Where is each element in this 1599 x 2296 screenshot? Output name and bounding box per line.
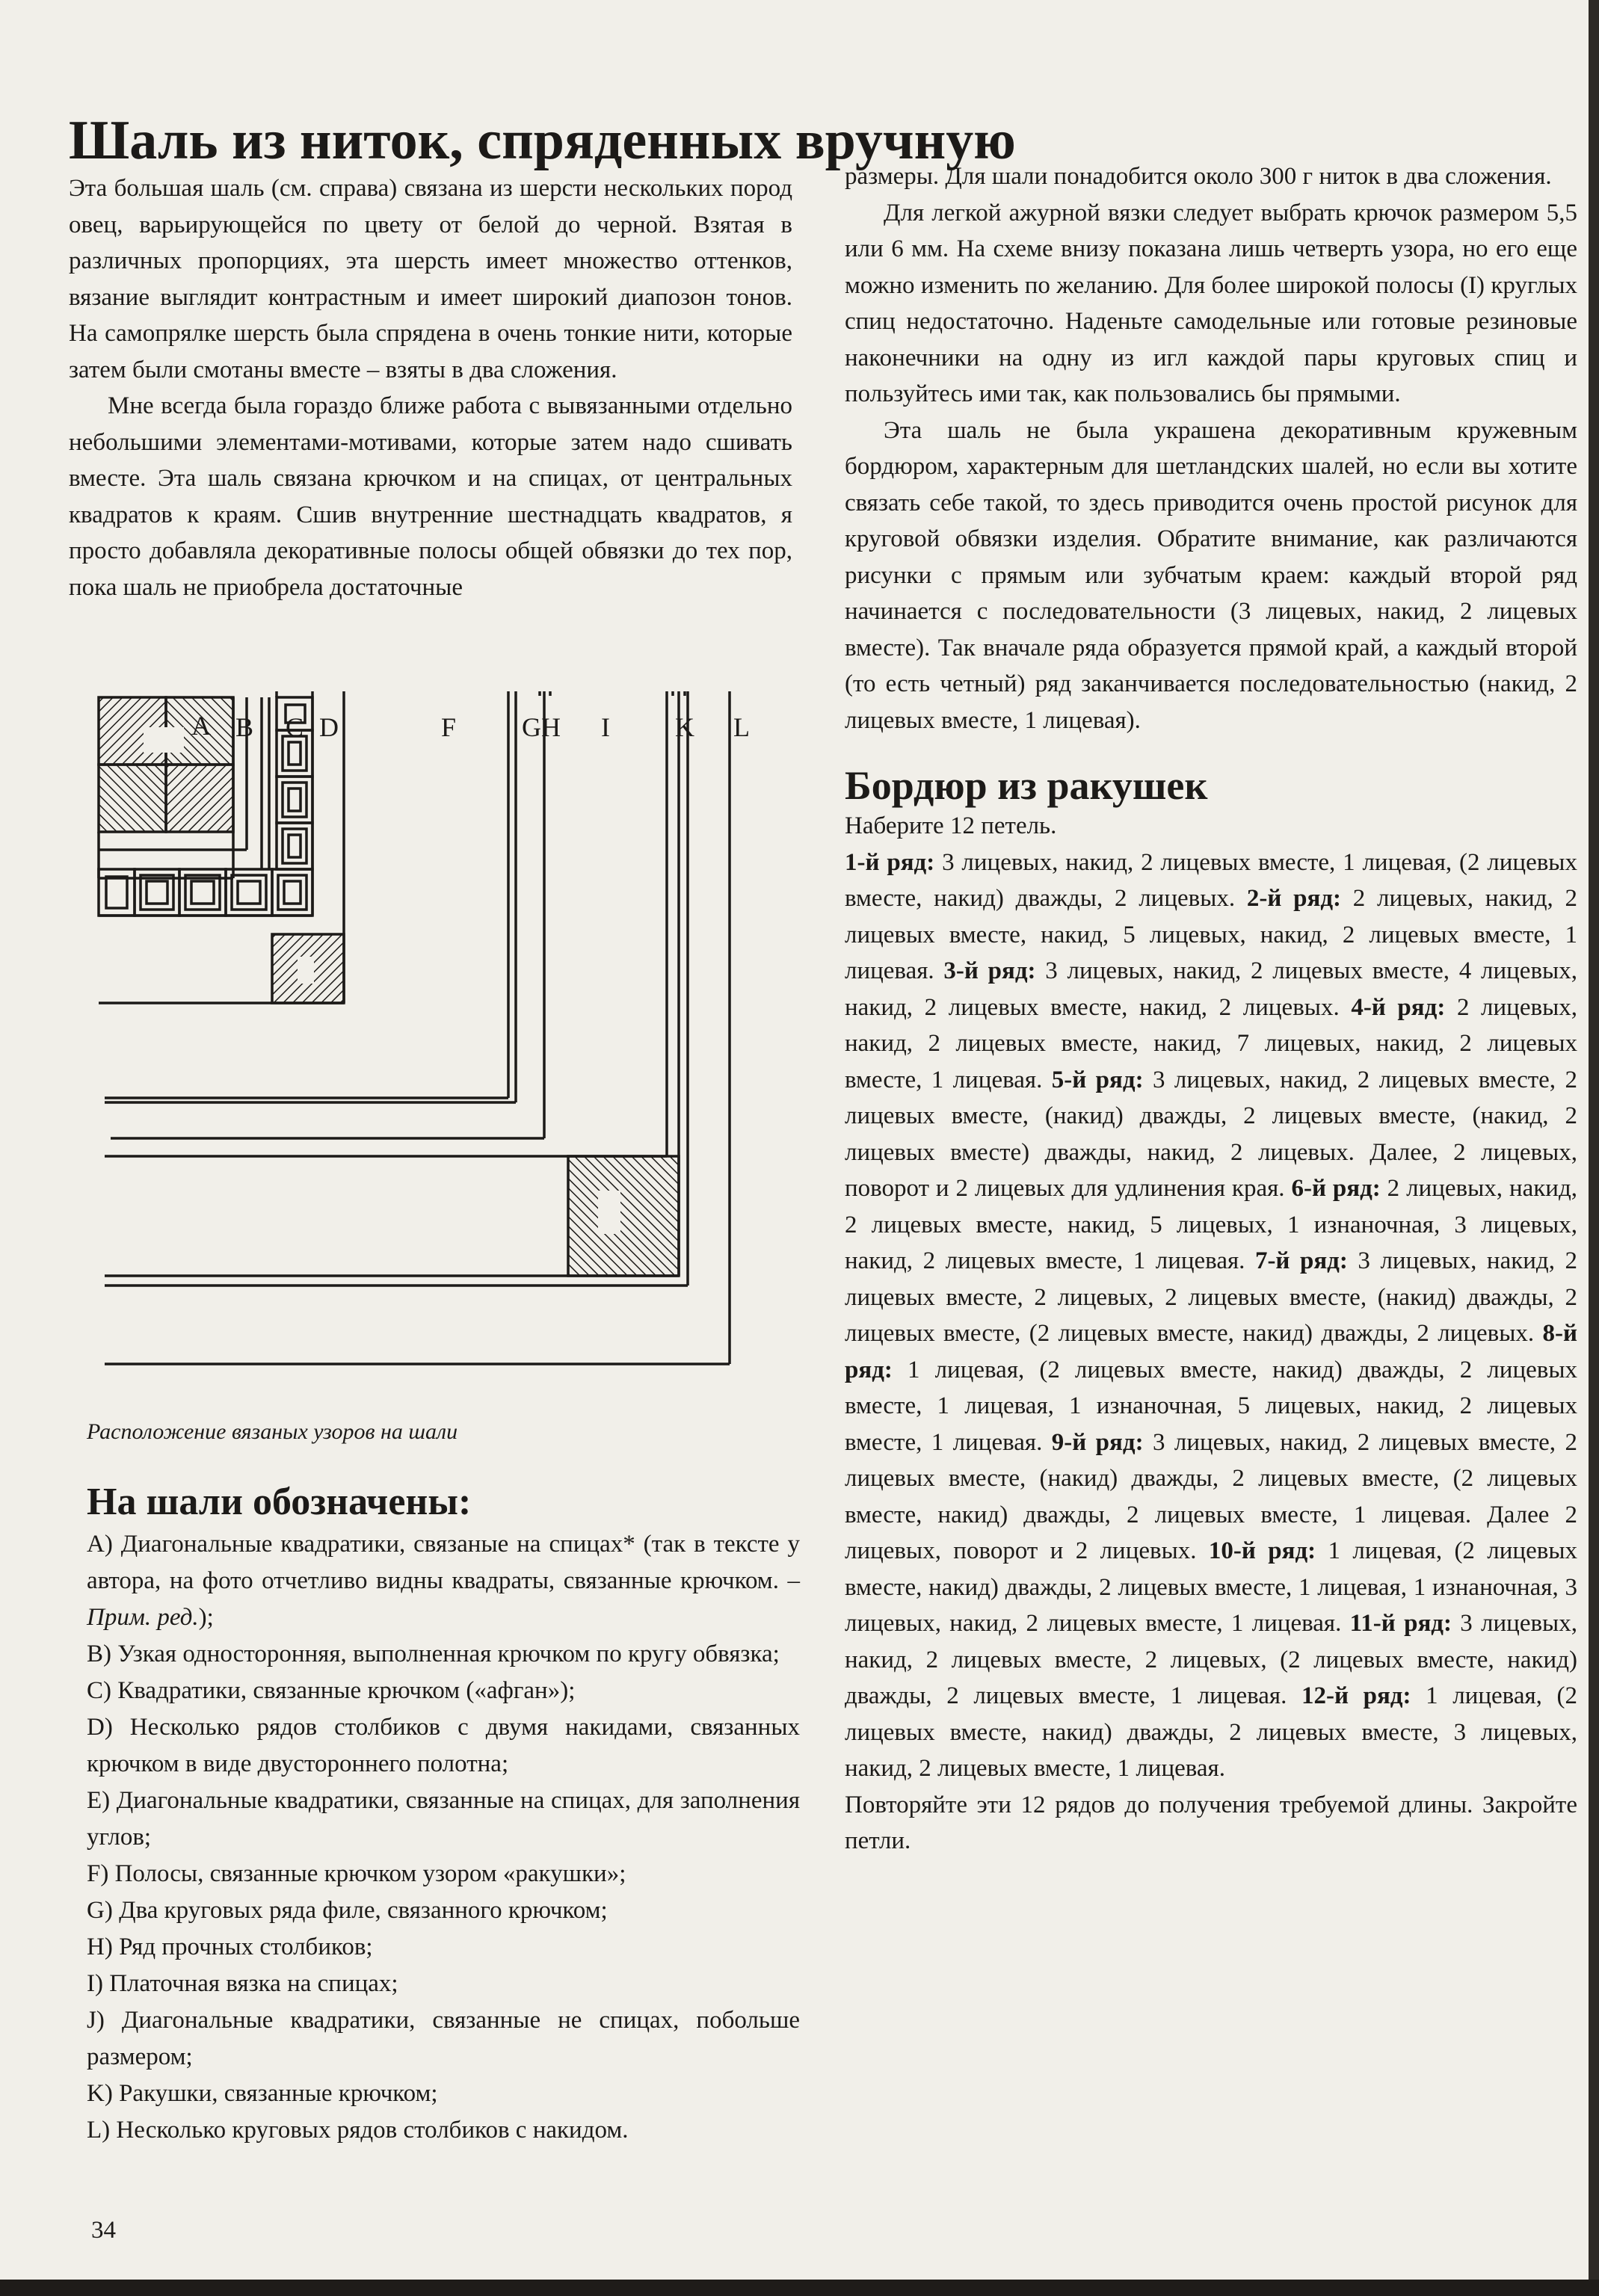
label-k: K xyxy=(675,712,694,742)
label-a: A xyxy=(191,711,211,741)
legend-title: На шали обозначены: xyxy=(87,1481,472,1523)
legend-item-f: F) Полосы, связанные крючком узором «ракушки»; xyxy=(87,1860,626,1887)
legend-item-b: B) Узкая односторонняя, выполненная крючком по кругу обвязка; xyxy=(87,1640,780,1667)
legend-item-h: H) Ряд прочных столбиков; xyxy=(87,1933,373,1960)
square-a4 xyxy=(166,765,233,832)
label-b: B xyxy=(235,712,254,742)
label-c: C xyxy=(285,712,304,742)
square-a3 xyxy=(99,765,166,832)
label-l: L xyxy=(733,712,750,742)
legend-item-d: D) Несколько рядов столбиков с двумя накидами, связанных крючком в виде двустороннего полотна; xyxy=(87,1713,800,1777)
legend-item-j: J) Диагональные квадратики, связанные не спицах, побольше размером; xyxy=(87,2006,800,2070)
shawl-layout-diagram xyxy=(90,691,792,1409)
label-gh: GH xyxy=(522,712,561,742)
legend-item-a: A) Диагональные квадратики, связаные на спицах* (так в тексте у автора, на фото отчетливо видны квадраты, связанные крючком. – Прим. ред.); xyxy=(87,1530,800,1631)
scan-bottom-edge xyxy=(0,2280,1599,2296)
page-edge xyxy=(1589,0,1599,2296)
border-title: Бордюр из ракушек xyxy=(845,763,1208,808)
label-i: I xyxy=(601,712,610,742)
diagram-svg xyxy=(90,691,792,1409)
legend-list xyxy=(87,1526,800,2149)
legend xyxy=(87,1480,800,2149)
intro-paragraph-2: Мне всегда была гораздо ближе работа с вывязанными отдельно небольшими элементами-мотивами, которые затем надо сшивать вместе. Эта шаль связана крючком и на спицах, от центральных квадратов к краям. Сшив внутренние шестнадцать квадратов, я просто добавляла декоративные полосы общей обвязки до тех пор, пока шаль не приобрела достаточные xyxy=(69,392,792,601)
legend-item-c: C) Квадратики, связанные крючком («афган»); xyxy=(87,1676,576,1704)
legend-item-e: E) Диагональные квадратики, связанные на спицах, для заполнения углов; xyxy=(87,1786,800,1851)
legend-item-k: K) Ракушки, связанные крючком; xyxy=(87,2079,438,2107)
right-paragraph-3: Эта шаль не была украшена декоративным кружевным бордюром, характерным для шетландских шалей, но если вы хотите связать себе такой, то здесь приводится очень простой рисунок для круговой обвязки изделия. Обратите внимание, как различаются рисунки с прямым или зубчатым краем: каждый второй ряд начинается с последовательности (3 лицевых, накид, 2 лицевых вместе). Так вначале ряда образуется прямой край, а каждый второй (то есть четный) ряд заканчивается последовательностью (накид, 2 лицевых вместе, 1 лицевая). xyxy=(845,416,1577,734)
border-outro: Повторяйте эти 12 рядов до получения требуемой длины. Закройте петли. xyxy=(845,1791,1577,1855)
label-d: D xyxy=(319,712,339,742)
page-number: 34 xyxy=(91,2217,116,2244)
right-column xyxy=(845,158,1577,1860)
border-intro: Наберите 12 петель. xyxy=(845,812,1057,840)
corner-square-j xyxy=(568,1156,679,1276)
right-paragraph-2: Для легкой ажурной вязки следует выбрать крючок размером 5,5 или 6 мм. На схеме внизу показана лишь четверть узора, но его еще можно изменить по желанию. Для более широкой полосы (I) круглых спиц недостаточно. Наденьте самодельные или готовые резиновые наконечники на одну из игл каждой пары круговых спиц и пользуйтесь ими так, как пользовались бы прямыми. xyxy=(845,199,1577,407)
afghan-squares-row xyxy=(99,869,312,916)
legend-item-l: L) Несколько круговых рядов столбиков с накидом. xyxy=(87,2116,629,2144)
right-paragraph-1: размеры. Для шали понадобится около 300 г ниток в два сложения. xyxy=(845,163,1552,190)
left-column xyxy=(69,170,792,605)
legend-item-g: G) Два круговых ряда филе, связанного крючком; xyxy=(87,1896,608,1924)
border-instructions: 1-й ряд: 3 лицевых, накид, 2 лицевых вместе, 1 лицевая, (2 лицевых вместе, накид) дважды, 2 лицевых. 2-й ряд: 2 лицевых, накид, 2 лицевых вместе, накид, 5 лицевых, накид, 2 лицевых вместе, 1 лицевая. 3-й ряд: 3 лицевых, накид, 2 лицевых вместе, 4 лицевых, накид, 2 лицевых вместе, накид, 2 лицевых. 4-й ряд: 2 лицевых, накид, 2 лицевых вместе, накид, 7 лицевых, накид, 2 лицевых вместе, 1 лицевая. 5-й ряд: 3 лицевых, накид, 2 лицевых вместе, 2 лицевых вместе, (накид) дважды, 2 лицевых вместе, (накид, 2 лицевых вместе) дважды, накид, 2 лицевых. Далее, 2 лицевых, поворот и 2 лицевых для удлинения края. 6-й ряд: 2 лицевых, накид, 2 лицевых вместе, накид, 5 лицевых, 1 изнаночная, 3 лицевых, накид, 2 лицевых вместе, 1 лицевая. 7-й ряд: 3 лицевых, накид, 2 лицевых вместе, 2 лицевых, 2 лицевых вместе, (накид) дважды, 2 лицевых вместе, (2 лицевых вместе, накид) дважды, 2 лицевых. 8-й ряд: 1 лицевая, (2 лицевых вместе, накид) дважды, 2 лицевых вместе, 1 лицевая, 1 изнаночная, 5 лицевых, накид, 2 лицевых вместе, 1 лицевая. 9-й ряд: 3 лицевых, накид, 2 лицевых вместе, 2 лицевых вместе, (накид) дважды, 2 лицевых вместе, (2 лицевых вместе, накид) дважды, 2 лицевых вместе, 1 лицевая. Далее 2 лицевых, поворот и 2 лицевых. 10-й ряд: 1 лицевая, (2 лицевых вместе, накид) дважды, 2 лицевых вместе, 1 лицевая, 1 изнаночная, 3 лицевых, накид, 2 лицевых вместе, 1 лицевая. 11-й ряд: 3 лицевых, накид, 2 лицевых вместе, 2 лицевых, (2 лицевых вместе, накид) дважды, 2 лицевых вместе, 1 лицевая. 12-й ряд: 1 лицевая, (2 лицевых вместе, накид) дважды, 2 лицевых вместе, 3 лицевых, накид, 2 лицевых вместе, 1 лицевая. xyxy=(845,848,1577,1783)
legend-item-i: I) Платочная вязка на спицах; xyxy=(87,1969,398,1997)
diagram-caption: Расположение вязаных узоров на шали xyxy=(87,1419,458,1444)
label-f: F xyxy=(440,712,457,742)
intro-paragraph-1: Эта большая шаль (см. справа) связана из шерсти нескольких пород овец, варьирующейся по цвету от белой до черной. Взятая в различных пропорциях, эта шерсть имеет множество оттенков, вязание выглядит контрастным и имеет широкий диапозон тонов. На самопрялке шерсть была спрядена в очень тонкие нити, которые затем были смотаны вместе – взяты в два сложения. xyxy=(69,175,792,383)
page-title: Шаль из ниток, спряденных вручную xyxy=(69,109,1016,171)
